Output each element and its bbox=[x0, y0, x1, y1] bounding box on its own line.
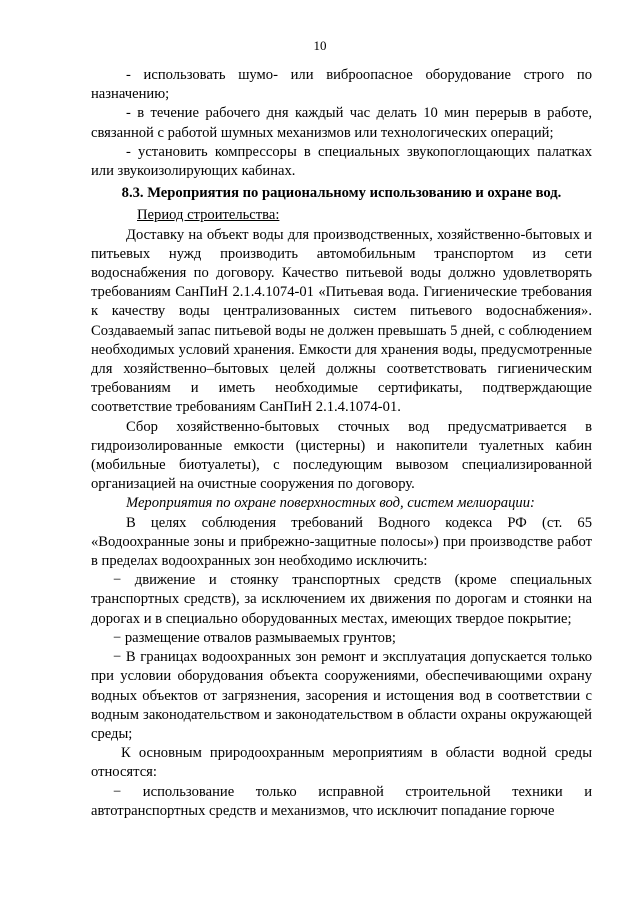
document-body bbox=[91, 66, 592, 821]
paragraph-main-measures: К основным природоохранным мероприятиям в области водной среды относятся: bbox=[91, 745, 592, 781]
list-item-vehicles: − движение и стоянку транспортных средств (кроме специальных транспортных средств), за исключением их движения по дорогам и стоянки на дорогах и в специально оборудованных местах, имеющих твердое покрытие; bbox=[91, 572, 592, 627]
section-heading: 8.3. Мероприятия по рациональному использованию и охране вод. bbox=[121, 185, 562, 202]
paragraph-compressors: - установить компрессоры в специальных звукопоглощающих палатках или звукоизолирующих кабинах. bbox=[91, 143, 592, 180]
construction-period-title: Период строительства: bbox=[137, 207, 280, 224]
page-number: 10 bbox=[313, 38, 327, 53]
surface-water-title: Мероприятия по охране поверхностных вод, систем мелиорации: bbox=[126, 495, 535, 512]
paragraph-noise-equipment: - использовать шумо- или виброопасное оборудование строго по назначению; bbox=[91, 67, 592, 103]
list-item-serviceable-machinery: − использование только исправной строительной техники и автотранспортных средств и механизмов, что исключит попадание горюче bbox=[91, 783, 592, 819]
paragraph-sewage: Сбор хозяйственно-бытовых сточных вод предусматривается в гидроизолированные емкости (цистерны) и накопители туалетных кабин (мобильные биотуалеты), с последующим вывозом специализированной организацией на очистные сооружения по договору. bbox=[91, 418, 592, 493]
paragraph-water-code: В целях соблюдения требований Водного кодекса РФ (ст. 65 «Водоохранные зоны и прибрежно-защитные полосы») при производстве работ в пределах водоохранных зон необходимо исключить: bbox=[91, 514, 592, 570]
paragraph-work-breaks: - в течение рабочего дня каждый час делать 10 мин перерыв в работе, связанной с работой шумных механизмов или технологических операций; bbox=[91, 105, 592, 141]
paragraph-water-supply: Доставку на объект воды для производственных, хозяйственно-бытовых и питьевых нужд производить автомобильным транспортом из сети водоснабжения по договору. Качество питьевой воды должно удовлетворять требованиям СанПиН 2.1.4.1074-01 «Питьевая вода. Гигиенические требования к качеству воды централизованных систем питьевого водоснабжения». Создаваемый запас питьевой воды не должен превышать 5 дней, с соблюдением необходимых условий хранения. Емкости для хранения воды, предусмотренные для хозяйственно–бытовых целей должны соответствовать гигиеническим требованиям и иметь необходимые сертификаты, подтверждающие соответствие требованиям СанПиН 2.1.4.1074-01. bbox=[91, 226, 592, 416]
list-item-repair-exploitation: − В границах водоохранных зон ремонт и эксплуатация допускается только при условии оборудования объекта сооружениями, обеспечивающими охрану водных объектов от загрязнения, засорения и истощения вод в соответствии с водным законодательством и законодательством в области охраны окружающей среды; bbox=[91, 649, 592, 742]
list-item-soil-dumps: − размещение отвалов размываемых грунтов; bbox=[113, 629, 396, 646]
